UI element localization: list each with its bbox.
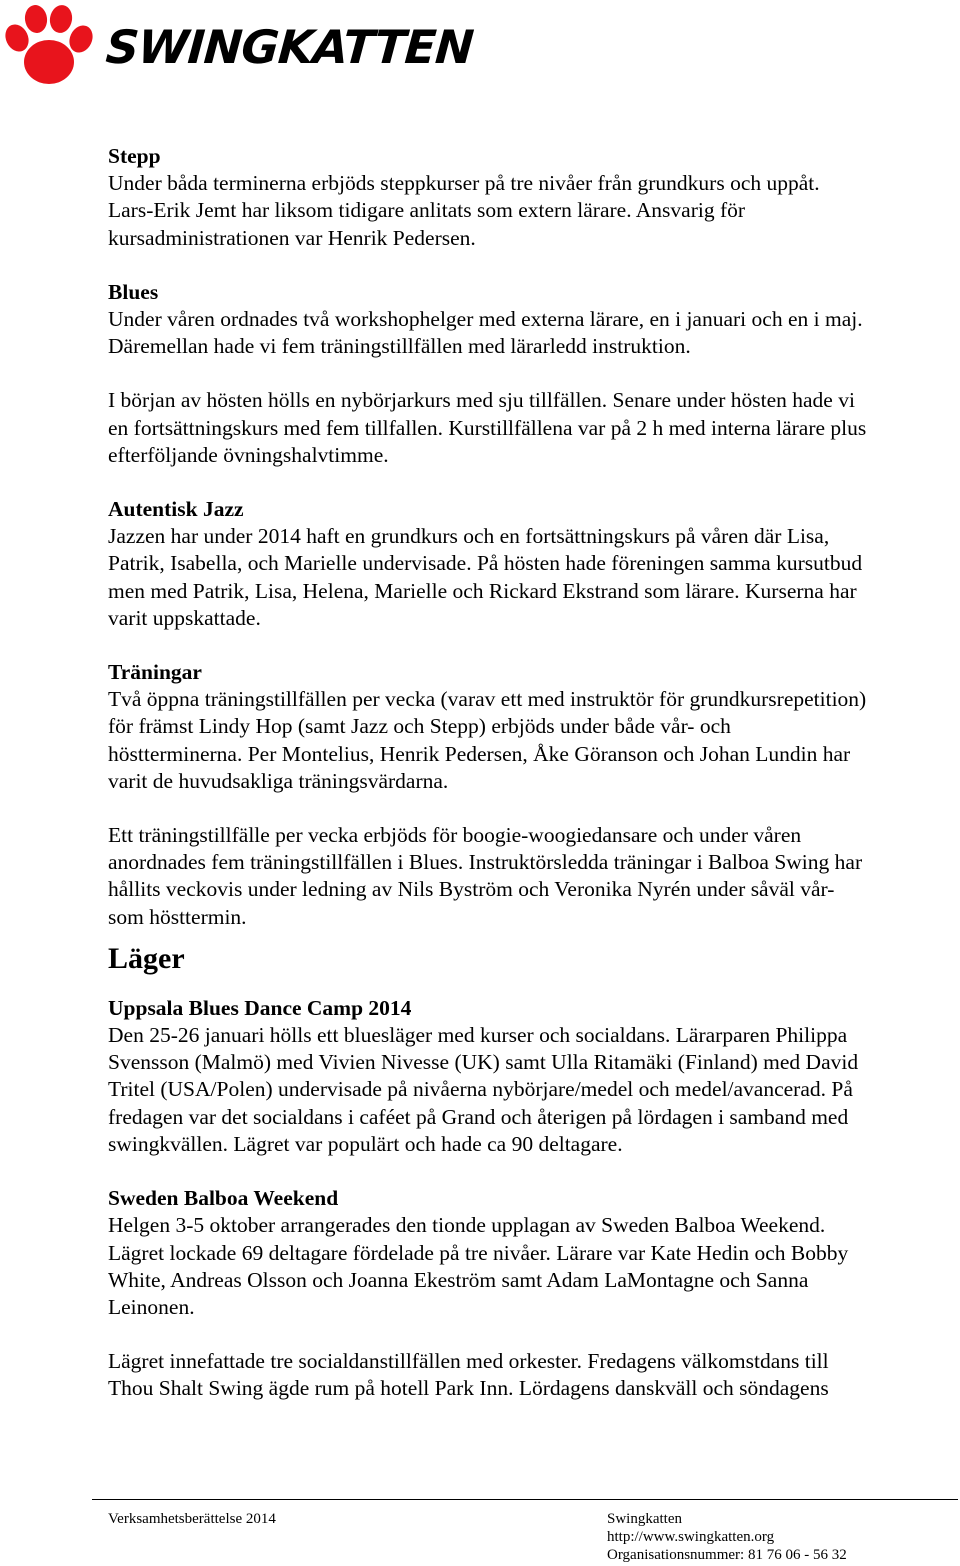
text-line: anordnades fem träningstillfällen i Blues. Instruktörsledda träningar i Balboa Swing har — [108, 850, 863, 875]
section-heading-jazz: Autentisk Jazz — [108, 497, 244, 522]
section-heading-sbw: Sweden Balboa Weekend — [108, 1186, 339, 1211]
section-heading-stepp: Stepp — [108, 144, 161, 168]
text-line: för främst Lindy Hop (samt Jazz och Stepp) erbjöds under både vår- och — [108, 714, 731, 739]
text-line: swingkvällen. Lägret var populärt och hade ca 90 deltagare. — [108, 1131, 623, 1156]
paragraph — [108, 1212, 948, 1321]
text-line: Den 25-26 januari hölls ett bluesläger med kurser och socialdans. Lärarparen Philippa — [108, 1023, 848, 1048]
footer-org-info — [607, 1510, 847, 1564]
paragraph — [108, 822, 948, 931]
section-heading-blues: Blues — [108, 279, 159, 304]
paw-icon — [3, 4, 95, 88]
footer-org-number: Organisationsnummer: 81 76 06 - 56 32 — [607, 1547, 847, 1563]
text-line: Patrik, Isabella, och Marielle undervisade. På hösten hade föreningen samma kursutbud — [108, 551, 863, 576]
text-line: Två öppna träningstillfällen per vecka (varav ett med instruktör för grundkursrepetition) — [108, 687, 867, 712]
footer-report-title: Verksamhetsberättelse 2014 — [108, 1511, 276, 1527]
section-heading-traningar: Träningar — [108, 660, 202, 685]
paragraph — [108, 170, 948, 252]
text-line: Lägret lockade 69 deltagare fördelade på tre nivåer. Lärare var Kate Hedin och Bobby — [108, 1240, 849, 1265]
text-line: kursadministrationen var Henrik Pedersen. — [108, 225, 476, 250]
footer-org-name: Swingkatten — [607, 1511, 682, 1527]
text-line: efterföljande övningshalvtimme. — [108, 442, 389, 467]
text-line: hållits veckovis under ledning av Nils Byström och Veronika Nyrén under såväl vår- — [108, 877, 835, 902]
text-line: Ett träningstillfälle per vecka erbjöds för boogie-woogiedansare och under våren — [108, 823, 802, 848]
text-line: Jazzen har under 2014 haft en grundkurs och en fortsättningskurs på våren där Lisa, — [108, 524, 830, 549]
text-line: varit de huvudsakliga träningsvärdarna. — [108, 768, 449, 793]
paragraph — [108, 306, 948, 360]
footer-url[interactable]: http://www.swingkatten.org — [607, 1529, 775, 1545]
page-header — [0, 0, 960, 100]
document-body — [108, 143, 948, 1403]
text-line: Thou Shalt Swing ägde rum på hotell Park Inn. Lördagens danskväll och söndagens — [108, 1376, 829, 1401]
text-line: Lars-Erik Jemt har liksom tidigare anlitats som extern lärare. Ansvarig för — [108, 198, 746, 223]
text-line: White, Andreas Olsson och Joanna Ekeström samt Adam LaMontagne och Sanna — [108, 1267, 809, 1292]
text-line: men med Patrik, Lisa, Helena, Marielle och Rickard Ekstrand som lärare. Kurserna har — [108, 578, 857, 603]
text-line: Svensson (Malmö) med Vivien Nivesse (UK) samt Ulla Ritamäki (Finland) med David — [108, 1050, 859, 1075]
text-line: Under båda terminerna erbjöds steppkurser på tre nivåer från grundkurs och uppåt. — [108, 171, 820, 196]
paragraph — [108, 686, 948, 795]
text-line: I början av hösten hölls en nybörjarkurs med sju tillfällen. Senare under hösten hade vi — [108, 388, 855, 413]
text-line: varit uppskattade. — [108, 605, 261, 630]
section-heading-ubdc: Uppsala Blues Dance Camp 2014 — [108, 995, 412, 1020]
text-line: Leinonen. — [108, 1294, 195, 1319]
footer-divider — [92, 1499, 958, 1500]
text-line: en fortsättningskurs med fem tillfallen. Kurstillfällena var på 2 h med interna lärare plus — [108, 415, 867, 440]
chapter-title-lager: Läger — [108, 941, 185, 975]
text-line: Tritel (USA/Polen) undervisade på nivåerna nybörjare/medel och medel/avancerad. På — [108, 1077, 853, 1102]
text-line: som hösttermin. — [108, 904, 247, 929]
paragraph — [108, 1348, 948, 1402]
text-line: Lägret innefattade tre socialdanstillfällen med orkester. Fredagens välkomstdans till — [108, 1349, 829, 1374]
paragraph — [108, 387, 948, 469]
text-line: höstterminerna. Per Montelius, Henrik Pedersen, Åke Göranson och Johan Lundin har — [108, 741, 851, 766]
paragraph — [108, 1022, 948, 1158]
text-line: Under våren ordnades två workshophelger med externa lärare, en i januari och en i maj. — [108, 307, 863, 332]
logo-wordmark: SWINGKATTEN — [104, 20, 475, 74]
text-line: fredagen var det socialdans i caféet på Grand och återigen på lördagen i samband med — [108, 1104, 849, 1129]
text-line: Däremellan hade vi fem träningstillfällen med lärarledd instruktion. — [108, 334, 691, 359]
paragraph — [108, 523, 948, 632]
text-line: Helgen 3-5 oktober arrangerades den tionde upplagan av Sweden Balboa Weekend. — [108, 1213, 826, 1238]
